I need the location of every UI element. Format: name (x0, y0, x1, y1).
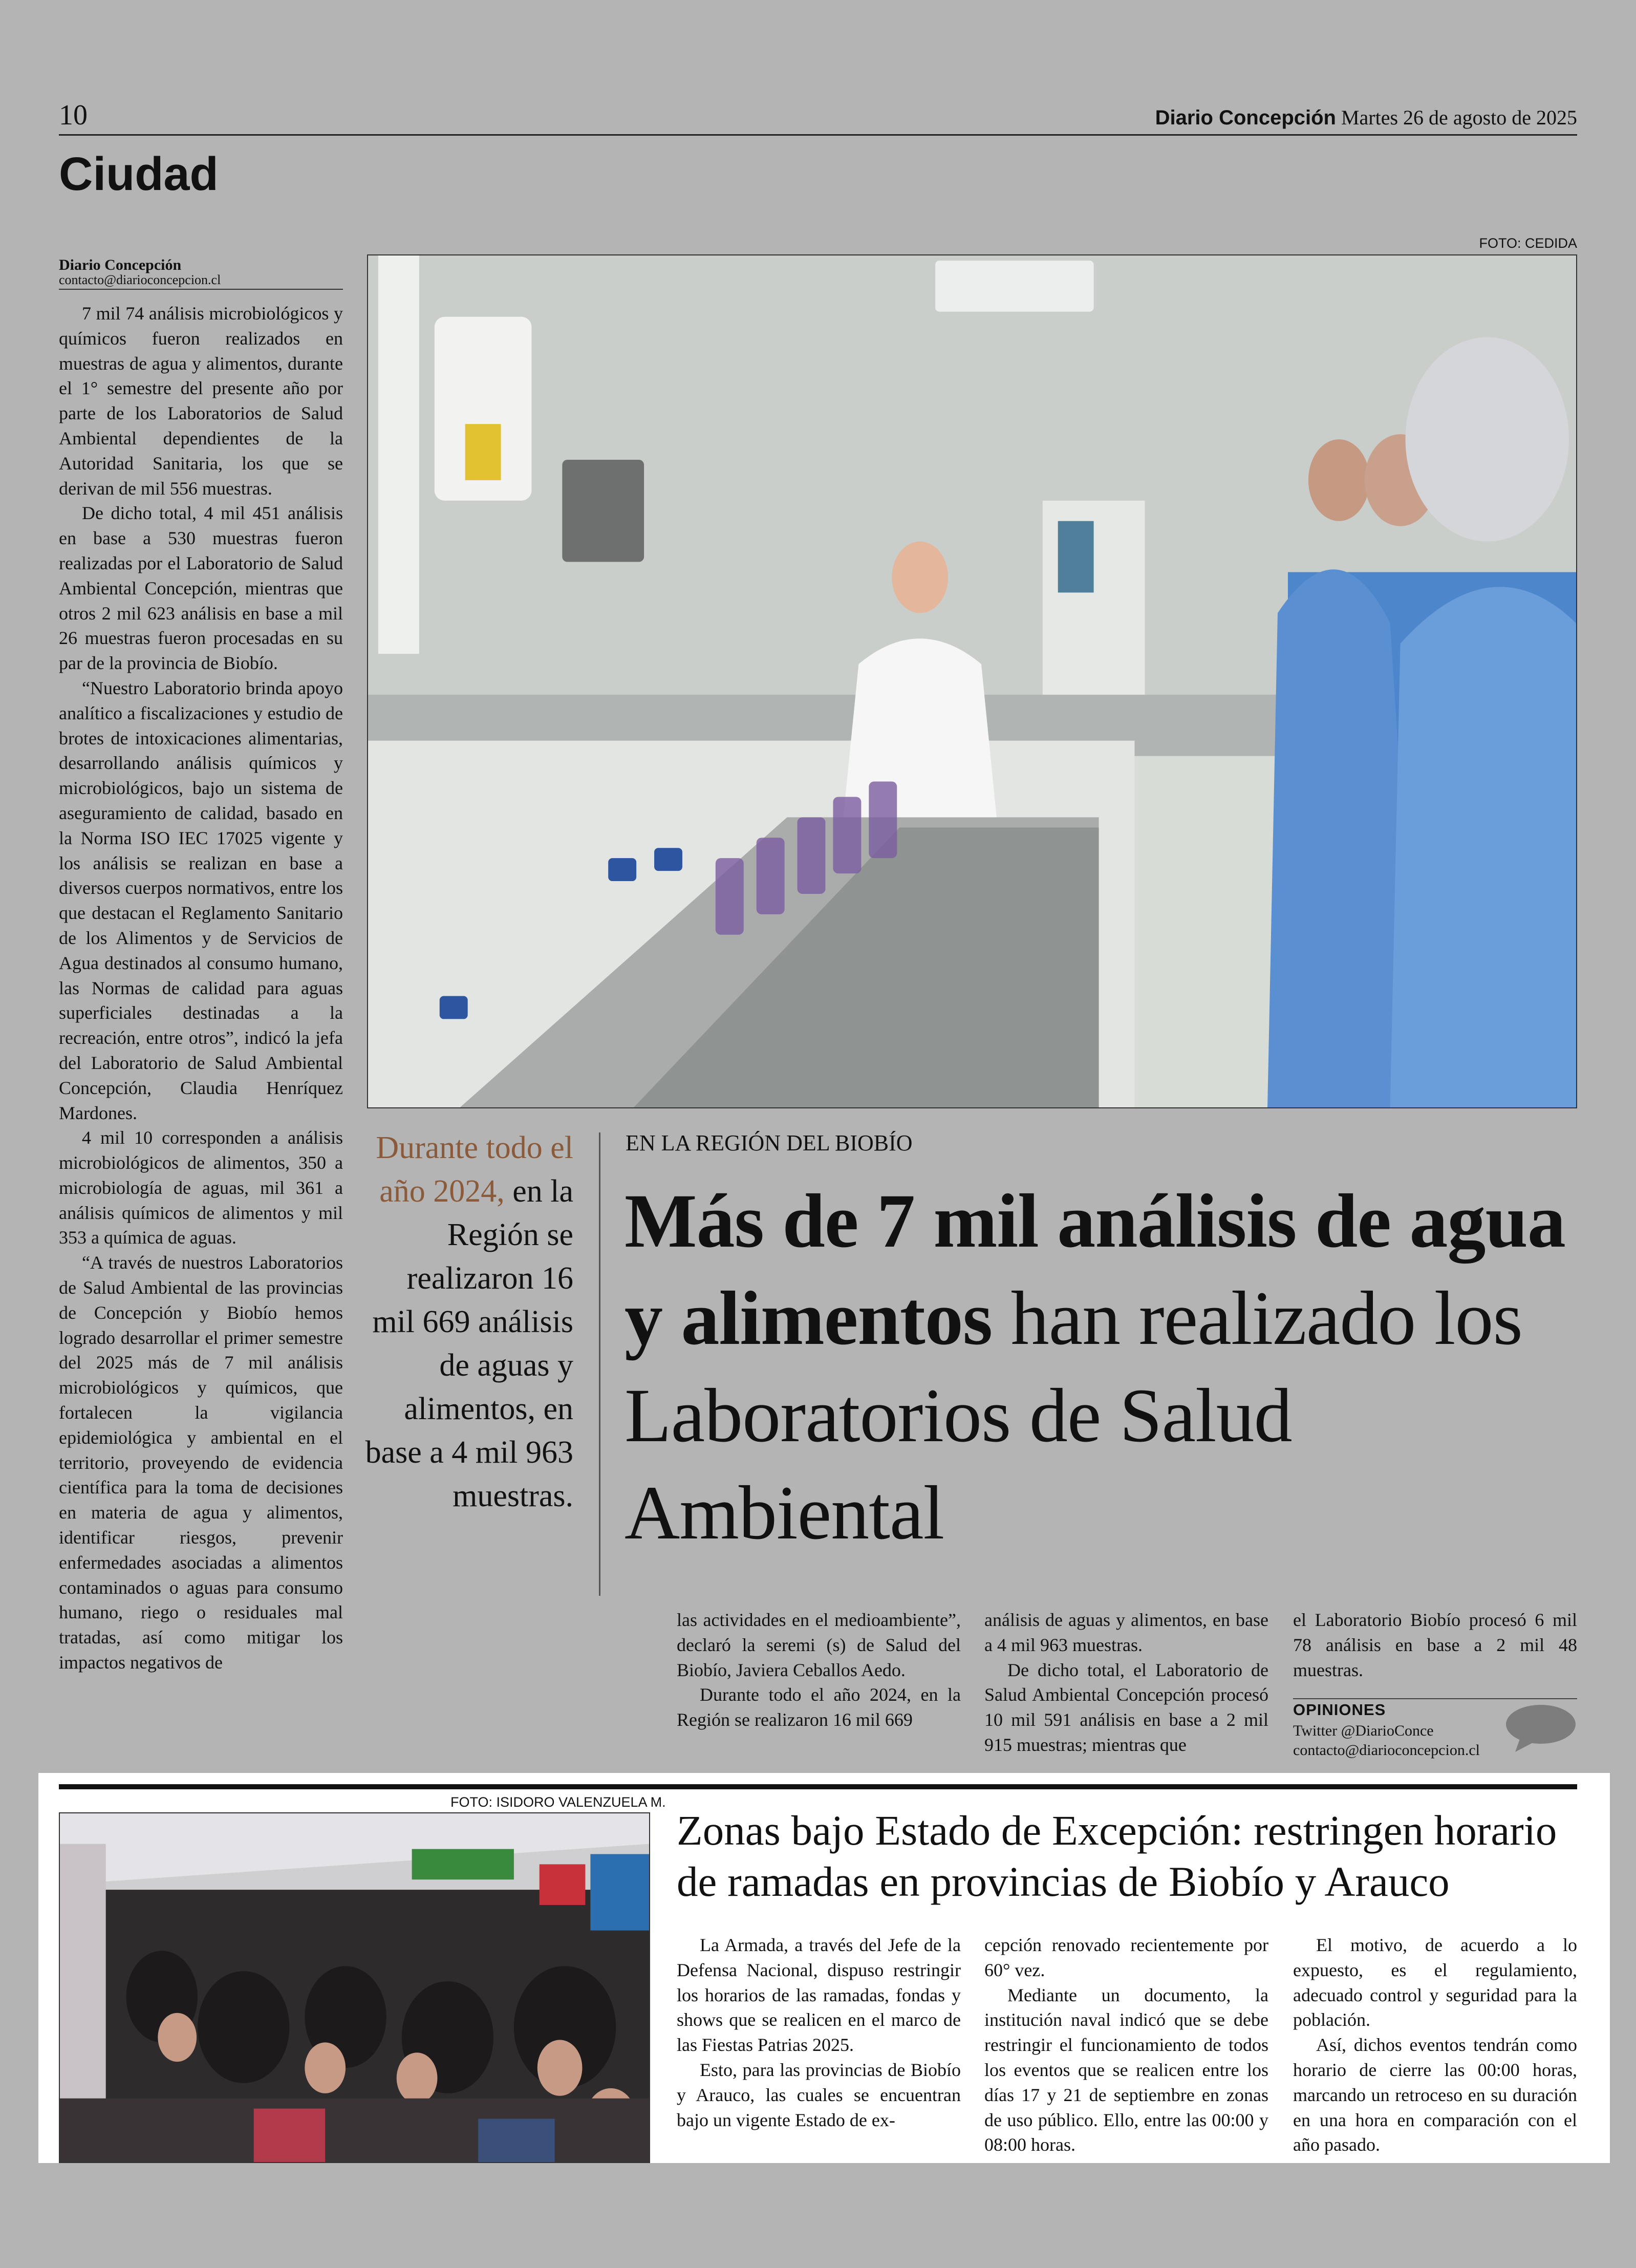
pull-quote-rule (599, 1132, 600, 1596)
masthead (1155, 105, 1577, 131)
paragraph: De dicho total, el Laboratorio de Salud Ambiental Concepción procesó 10 mil 591 análisis en base a 2 mil 915 muestras; mientras que (984, 1659, 1268, 1755)
pull-quote (358, 1126, 573, 1518)
byline-email: contacto@diarioconcepcion.cl (59, 272, 221, 287)
article-headline (625, 1172, 1587, 1561)
paragraph: “Nuestro Laboratorio brinda apoyo analítico a fiscalizaciones y estudio de brotes de intoxicaciones alimentarias, desarrollando análisis químicos y microbiológicos, bajo un sistema de aseguramiento de calidad, basado en la Norma ISO IEC 17025 vigente y los análisis se realizan en base a diversos cuerpos normativos, entre los que destacan el Reglamento Sanitario de los Alimentos y de Servicios de Agua destinados al consumo humano, las Normas de calidad para aguas superficiales destinadas a la recreación, entre otros”, indicó la jefa del Laboratorio de Salud Ambiental Concepción, Claudia Henríquez Mardones. (59, 677, 343, 1123)
newspaper-name: Diario Concepción (1155, 106, 1336, 129)
paragraph: cepción renovado recientemente por 60° vez. (984, 1935, 1268, 1980)
headline-rest: han realizado los Laboratorios de Salud Ambiental (625, 1276, 1522, 1555)
opinions-rule (1293, 1698, 1577, 1699)
opinions-email: contacto@diarioconcepcion.cl (1293, 1742, 1480, 1759)
bottom-article-column-1 (677, 1933, 961, 2132)
opinions-label: OPINIONES (1293, 1701, 1386, 1719)
paragraph: “A través de nuestros Laboratorios de Salud Ambiental de las provincias de Concepción y Biobío hemos logrado desarrollar el primer semestre del 2025 más de 7 mil análisis microbiológicos y químicos, que fortalecen la vigilancia epidemiológica y ambiental en el territorio, proveyendo de evidencia científica para la toma de decisiones en materia de agua y alimentos, identificar riesgos, prevenir enfermedades asociadas a alimentos contaminados o aguas para consumo humano, riego o residuales mal tratadas, así como mitigar los impactos negativos de (59, 1252, 343, 1673)
left-article-column (59, 301, 343, 1675)
article-kicker: EN LA REGIÓN DEL BIOBÍO (626, 1130, 913, 1156)
header-rule (59, 134, 1577, 136)
paragraph: el Laboratorio Biobío procesó 6 mil 78 análisis en base a 2 mil 48 muestras. (1293, 1610, 1577, 1680)
paragraph: La Armada, a través del Jefe de la Defensa Nacional, dispuso restringir los horarios de las ramadas, fondas y shows que se realicen en el marco de las Fiestas Patrias 2025. (677, 1935, 961, 2056)
paragraph: Durante todo el año 2024, en la Región se realizaron 16 mil 669 (677, 1684, 961, 1730)
paragraph: 4 mil 10 corresponden a análisis microbiológicos de alimentos, 350 a microbiología de aguas, mil 361 a análisis químicos de alimentos y mil 353 a química de aguas. (59, 1127, 343, 1248)
paragraph: Esto, para las provincias de Biobío y Arauco, las cuales se encuentran bajo un vigente Estado de ex- (677, 2059, 961, 2130)
page-number: 10 (59, 99, 88, 131)
bottom-article-column-3 (1293, 1933, 1577, 2157)
section-title: Ciudad (59, 148, 219, 200)
paragraph: Mediante un documento, la institución naval indicó que se debe restringir el funcionamiento de todos los eventos que se realicen entre los días 17 y 21 de septiembre en zonas de uso público. Ello, entre las 00:00 y 08:00 horas. (984, 1984, 1268, 2155)
bottom-article-rule (59, 1784, 1577, 1789)
paragraph: análisis de aguas y alimentos, en base a 4 mil 963 muestras. (984, 1610, 1268, 1655)
pull-quote-text: en la Región se realizaron 16 mil 669 análisis de aguas y alimentos, en base a 4 mil 963 muestras. (365, 1174, 573, 1513)
bottom-article-headline: Zonas bajo Estado de Excepción: restringen horario de ramadas en provincias de Biobío y Arauco (677, 1807, 1557, 1905)
crowd-photo (59, 1812, 650, 2163)
speech-bubble-icon (1505, 1704, 1577, 1753)
byline-author: Diario Concepción (59, 256, 182, 273)
opinions-twitter: Twitter @DiarioConce (1293, 1722, 1434, 1739)
bottom-photo-credit: FOTO: ISIDORO VALENZUELA M. (450, 1794, 666, 1810)
article-column-2 (984, 1608, 1268, 1758)
paragraph: Así, dichos eventos tendrán como horario de cierre las 00:00 horas, marcando un retroceso en su duración en una hora en comparación con el año pasado. (1293, 2035, 1577, 2155)
article-column-3 (1293, 1608, 1577, 1682)
article-column-1 (677, 1608, 961, 1732)
paragraph: 7 mil 74 análisis microbiológicos y químicos fueron realizados en muestras de agua y alimentos, durante el 1° semestre del presente año por parte de los Laboratorios de Salud Ambiental dependientes de la Autoridad Sanitaria, los que se derivan de mil 556 muestras. (59, 303, 343, 499)
photo-credit: FOTO: CEDIDA (1479, 236, 1577, 251)
headline-bold: Más de 7 mil análisis de agua y alimentos (625, 1179, 1565, 1361)
byline-rule (59, 289, 343, 290)
laboratory-photo (367, 254, 1577, 1108)
paragraph: El motivo, de acuerdo a lo expuesto, es el regulamiento, adecuado control y seguridad para la población. (1293, 1935, 1577, 2030)
pull-quote-accent: Durante todo el año 2024, (376, 1130, 573, 1209)
issue-date: Martes 26 de agosto de 2025 (1341, 106, 1577, 129)
paragraph: las actividades en el medioambiente”, declaró la seremi (s) de Salud del Biobío, Javiera Ceballos Aedo. (677, 1610, 961, 1680)
bottom-article-column-2 (984, 1933, 1268, 2157)
paragraph: De dicho total, 4 mil 451 análisis en base a 530 muestras fueron realizadas por el Laboratorio de Salud Ambiental Concepción, mientras que otros 2 mil 623 análisis en base a mil 26 muestras fueron procesadas en su par de la provincia de Biobío. (59, 503, 343, 674)
